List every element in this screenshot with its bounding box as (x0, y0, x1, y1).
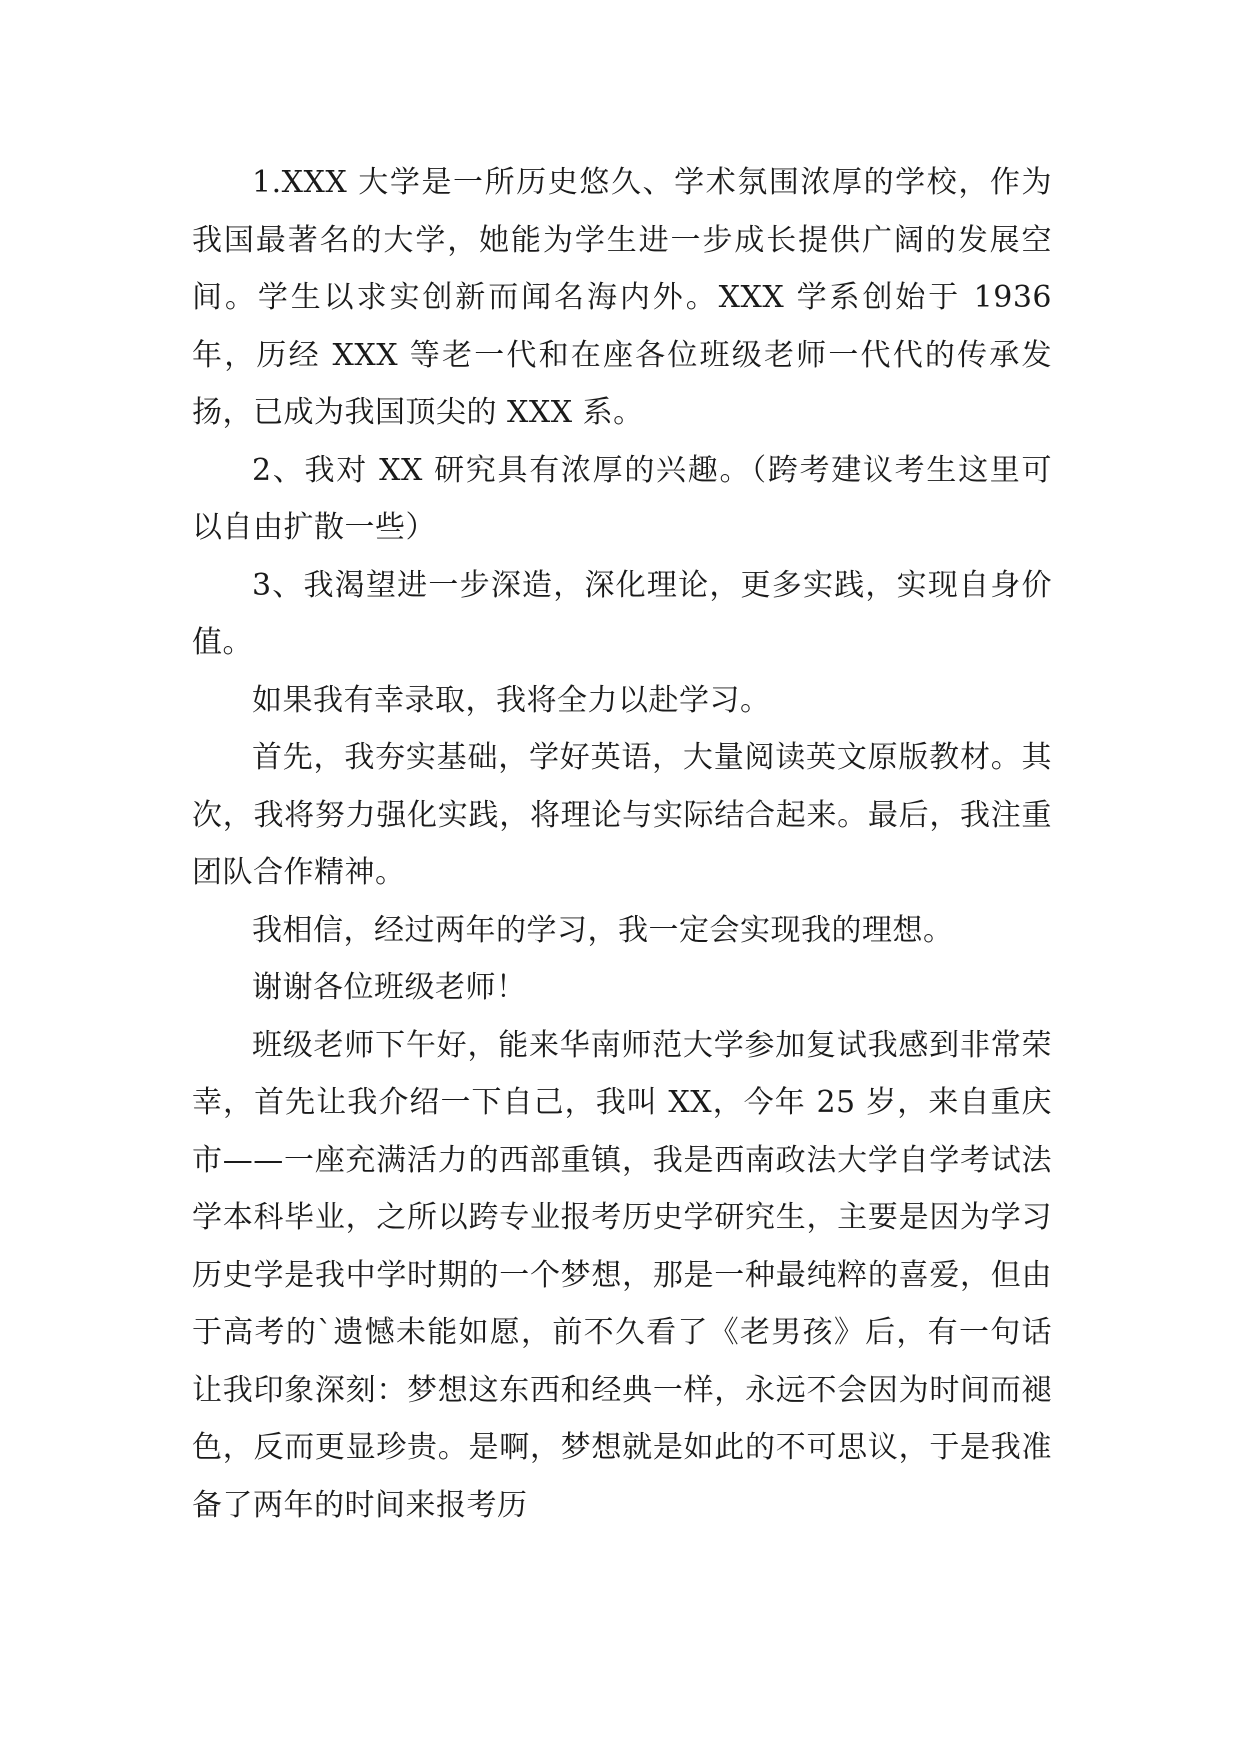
paragraph-self-introduction: 班级老师下午好，能来华南师范大学参加复试我感到非常荣幸，首先让我介绍一下自己，我叫 XX，今年 25 岁，来自重庆市——一座充满活力的西部重镇，我是西南政法大学自学考试法学本科毕业，之所以跨专业报考历史学研究生，主要是因为学习历史学是我中学时期的一个梦想，那是一种最纯粹的喜爱，但由于高考的`遗憾未能如愿，前不久看了《老男孩》后，有一句话让我印象深刻：梦想这东西和经典一样，永远不会因为时间而褪色，反而更显珍贵。是啊，梦想就是如此的不可思议，于是我准备了两年的时间来报考历 (192, 1027, 1052, 1523)
paragraph-study-plan: 首先，我夯实基础，学好英语，大量阅读英文原版教材。其次，我将努力强化实践，将理论与实际结合起来。最后，我注重团队合作精神。 (192, 740, 1052, 890)
document-body (192, 154, 1052, 1534)
paragraph-belief: 我相信，经过两年的学习，我一定会实现我的理想。 (252, 912, 954, 948)
paragraph-further-study: 3、我渴望进一步深造，深化理论，更多实践，实现自身价值。 (192, 567, 1052, 660)
paragraph-if-admitted: 如果我有幸录取，我将全力以赴学习。 (252, 682, 771, 718)
paragraph-research-interest: 2、我对 XX 研究具有浓厚的兴趣。（跨考建议考生这里可以自由扩散一些） (192, 452, 1052, 545)
paragraph-school-intro: 1.XXX 大学是一所历史悠久、学术氛围浓厚的学校，作为我国最著名的大学，她能为学生进一步成长提供广阔的发展空间。学生以求实创新而闻名海内外。XXX 学系创始于 1936 年，历经 XXX 等老一代和在座各位班级老师一代代的传承发扬，已成为我国顶尖的 XXX 系。 (192, 165, 1052, 430)
paragraph-thanks: 谢谢各位班级老师！ (252, 970, 527, 1005)
